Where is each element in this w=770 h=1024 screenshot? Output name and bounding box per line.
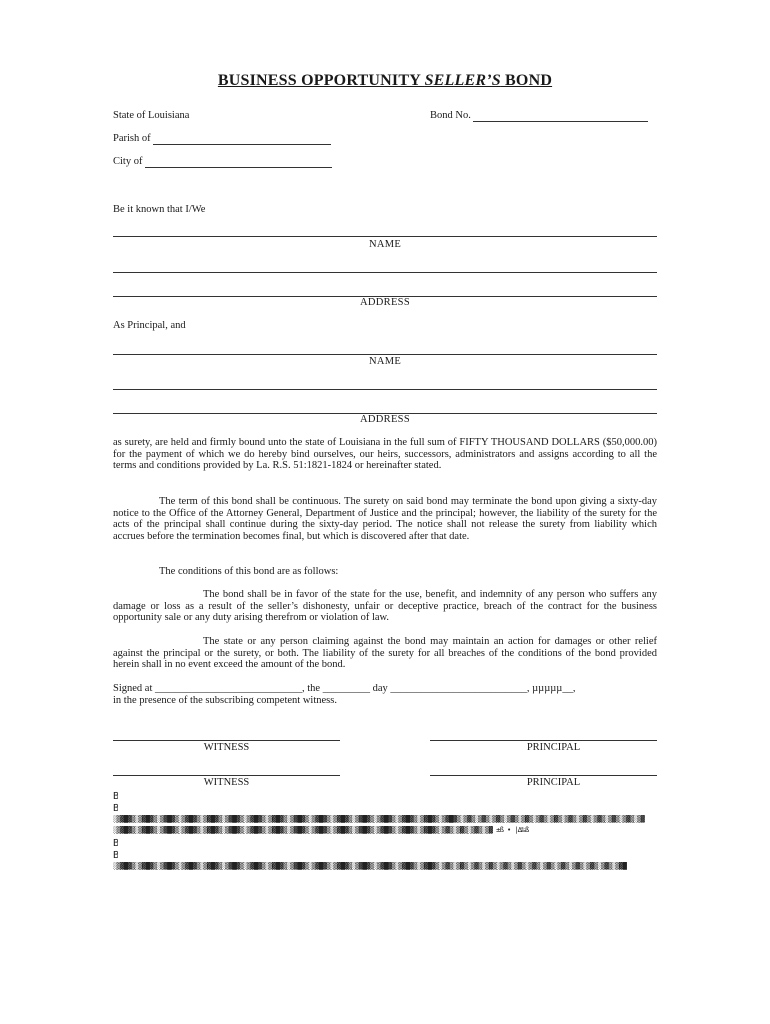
principal-label-1: PRINCIPAL	[526, 742, 581, 753]
garbled-line-3: ░▒▓█▓▒░▒▓█▓▒░▒▓█▓▒░▒▓█▓▒░▒▓█▓▒░▒▓█▓▒░▒▓█▓▒░▒▓█▓▒░▒▓█▓▒░▒▓█▓▒░▒▓█▓▒░▒▓█▓▒░▒▓█▓▒░▒▓█▓▒░▒▓█▓▒░▒▓▒░▒▓▒░▒▓▒░▒▓▒░▒▓▒░▒▓▒░▒▓▒░▒▓▒░▒▓▒░▒▓▒░▒▓▒░▒▓▒░▒▓█	[113, 862, 627, 870]
as-principal-text: As Principal, and	[113, 320, 186, 331]
bond-number-input[interactable]	[473, 110, 648, 122]
presence-text: in the presence of the subscribing competent witness.	[113, 695, 337, 706]
principal-signature-line-2[interactable]	[430, 775, 657, 776]
principal-address-line-1[interactable]	[113, 272, 657, 273]
witness-label-2: WITNESS	[203, 777, 250, 788]
intro-text: Be it known that I/We	[113, 204, 206, 215]
surety-name-label: NAME	[368, 356, 402, 367]
principal-signature-line-1[interactable]	[430, 740, 657, 741]
witness-label-1: WITNESS	[203, 742, 250, 753]
signed-line[interactable]: Signed at ____________________________, the _________ day __________________________, µµµµµ__,	[113, 683, 576, 694]
title-part-2: SELLER’S	[424, 72, 501, 89]
term-paragraph: The term of this bond shall be continuous. The surety on said bond may terminate the bond upon giving a sixty-day notice to the Office of the Attorney General, Department of Justice and the principal; however, the liability of the surety for the acts of the principal shall continue during the sixty-day period. The notice shall not release the surety from liability which accrues before the termination becomes final, but which is discovered after that date.	[113, 496, 657, 543]
witness-line-2[interactable]	[113, 775, 340, 776]
garbled-mark-1: B̊	[113, 791, 119, 802]
title-text	[218, 72, 552, 89]
page-title	[0, 72, 770, 90]
bond-number-label: Bond No.	[430, 110, 471, 121]
garbled-mark-3: B̊	[113, 838, 119, 849]
parish-input[interactable]	[153, 133, 331, 145]
garbled-line-2: ░▒▓█▓▒░▒▓█▓▒░▒▓█▓▒░▒▓█▓▒░▒▓█▓▒░▒▓█▓▒░▒▓█▓▒░▒▓█▓▒░▒▓█▓▒░▒▓█▓▒░▒▓█▓▒░▒▓█▓▒░▒▓█▓▒░▒▓█▓▒░▒▓█▓▒░▒▓▒░▒▓▒░▒▓▒░▒▓ ±ß • |∆‰ß	[113, 826, 529, 834]
city-field[interactable]	[113, 156, 332, 168]
favor-paragraph: The bond shall be in favor of the state for the use, benefit, and indemnity of any person who suffers any damage or loss as a result of the seller’s dishonesty, unfair or deceptive practice, breach of the contract for the business opportunity sale or any duty arising therefrom or violation of law.	[113, 589, 657, 624]
surety-name-line[interactable]	[113, 354, 657, 355]
garbled-line-1: ░▒▓█▓▒░▒▓█▓▒░▒▓█▓▒░▒▓█▓▒░▒▓█▓▒░▒▓█▓▒░▒▓█▓▒░▒▓█▓▒░▒▓█▓▒░▒▓█▓▒░▒▓█▓▒░▒▓█▓▒░▒▓█▓▒░▒▓█▓▒░▒▓█▓▒░▒▓█▓▒░▒▓▒░▒▓▒░▒▓▒░▒▓▒░▒▓▒░▒▓▒░▒▓▒░▒▓▒░▒▓▒░▒▓▒░▒▓▒░▒▓▒░▒▓	[113, 815, 645, 823]
action-paragraph: The state or any person claiming against the bond may maintain an action for damages or other relief against the principal or the surety, or both. The liability of the surety for all breaches of the conditions of the bond provided herein shall in no event exceed the amount of the bond.	[113, 636, 657, 671]
title-part-1: BUSINESS OPPORTUNITY	[217, 72, 425, 89]
city-input[interactable]	[145, 156, 332, 168]
city-label: City of	[113, 156, 143, 167]
parish-label: Parish of	[113, 133, 151, 144]
surety-address-label: ADDRESS	[360, 414, 410, 425]
principal-name-label: NAME	[368, 239, 402, 250]
surety-paragraph: as surety, are held and firmly bound unto the state of Louisiana in the full sum of FIFTY THOUSAND DOLLARS ($50,000.00) for the payment of which we do hereby bind ourselves, our heirs, successors, administrators and assigns according to all the terms and conditions provided by La. R.S. 51:1821-1824 or hereinafter stated.	[113, 437, 657, 472]
title-part-3: BOND	[500, 72, 553, 89]
state-label: State of Louisiana	[113, 110, 190, 121]
garbled-mark-2: B̊	[113, 803, 119, 814]
principal-name-line[interactable]	[113, 236, 657, 237]
principal-label-2: PRINCIPAL	[526, 777, 581, 788]
principal-address-label: ADDRESS	[360, 297, 410, 308]
parish-field[interactable]	[113, 133, 331, 145]
conditions-paragraph: The conditions of this bond are as follows:	[159, 566, 339, 577]
witness-line-1[interactable]	[113, 740, 340, 741]
garbled-mark-4: B̊	[113, 850, 119, 861]
bond-number-field[interactable]	[430, 110, 658, 122]
surety-address-line-1[interactable]	[113, 389, 657, 390]
